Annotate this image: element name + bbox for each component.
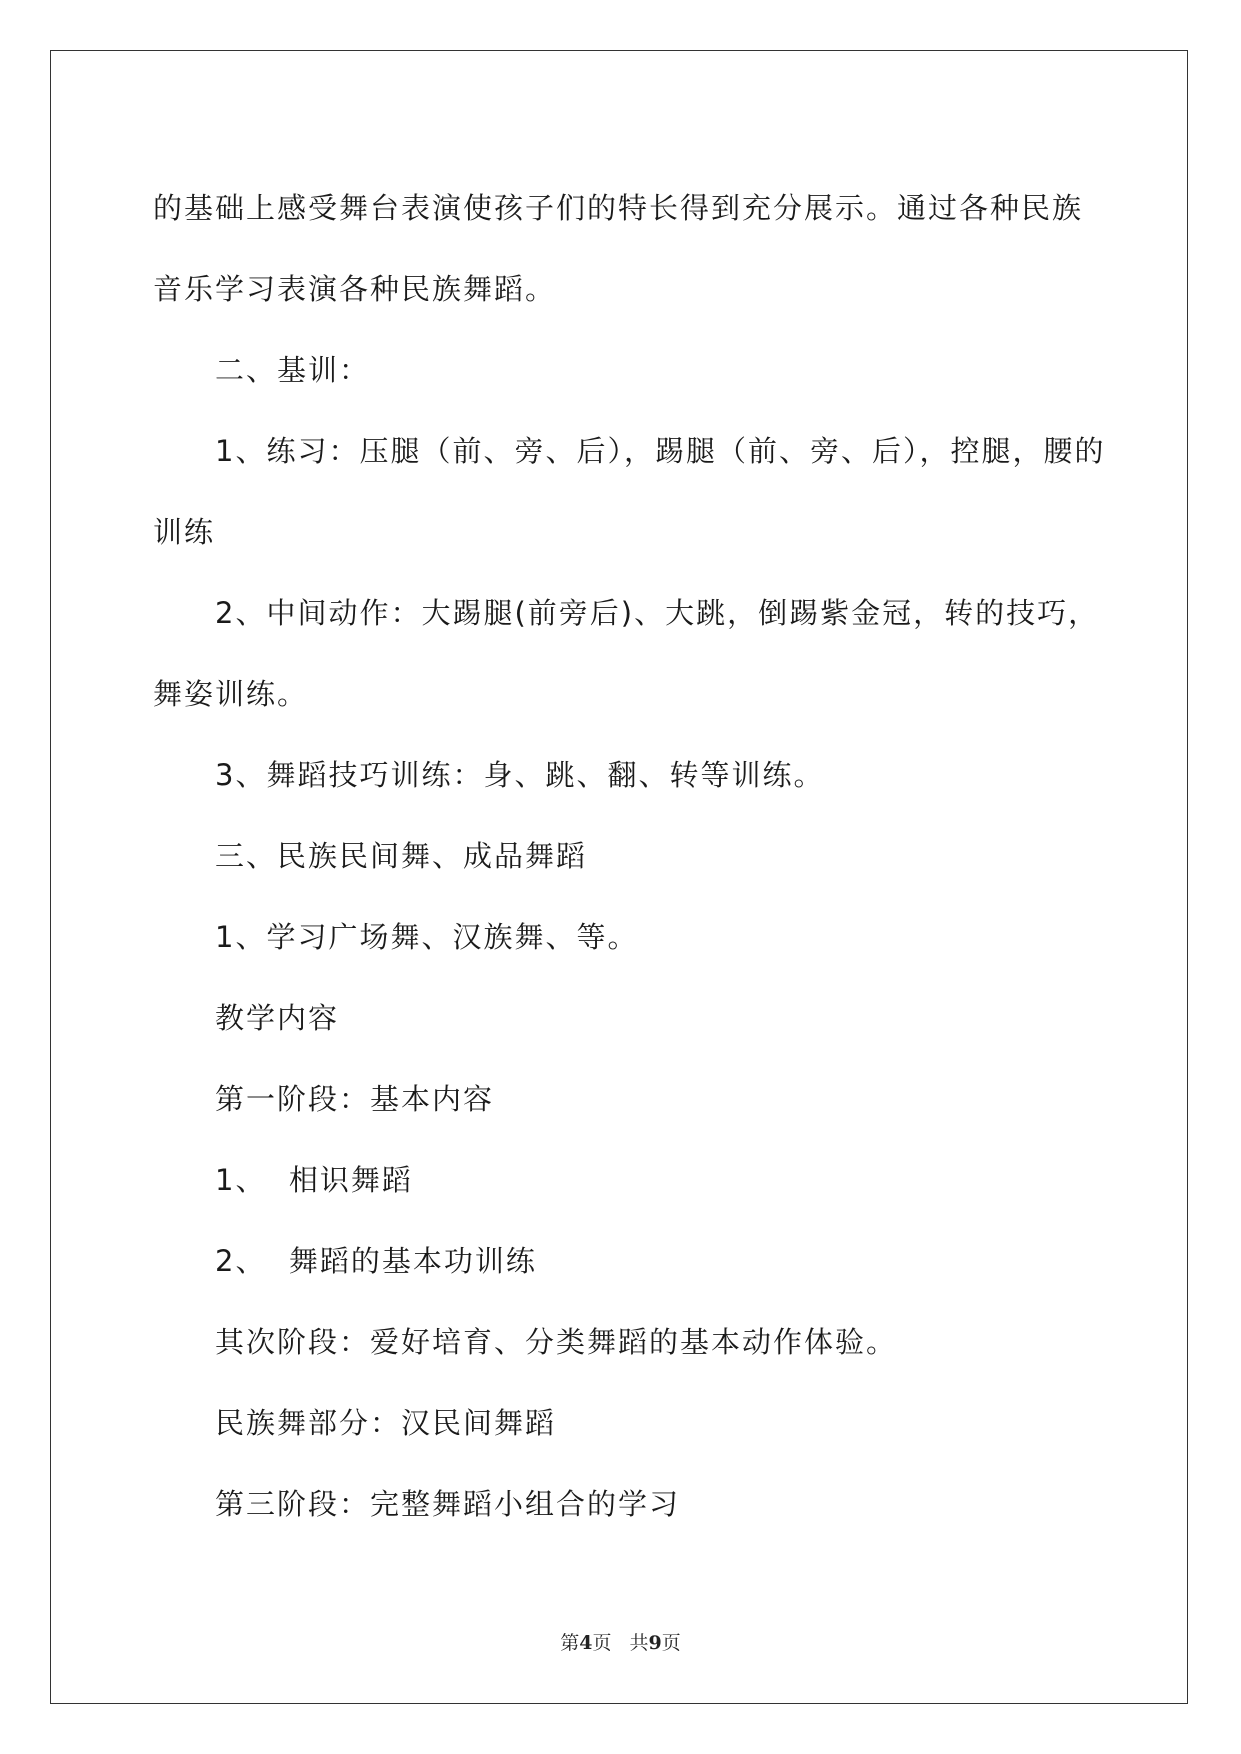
paragraph: 民族舞部分：汉民间舞蹈 xyxy=(215,1406,557,1440)
paragraph: 的基础上感受舞台表演使孩子们的特长得到充分展示。通过各种民族音乐学习表演各种民族舞蹈。 xyxy=(153,191,1084,306)
page-prefix: 第 xyxy=(560,1632,580,1654)
paragraph: 1、学习广场舞、汉族舞、等。 xyxy=(215,920,639,954)
stage-heading: 第一阶段：基本内容 xyxy=(215,1082,495,1116)
page-number-current: 4 xyxy=(579,1632,593,1654)
list-item: 1、 相识舞蹈 xyxy=(215,1163,413,1197)
document-body xyxy=(153,168,1113,1545)
stage-heading: 第三阶段：完整舞蹈小组合的学习 xyxy=(215,1487,681,1521)
list-item: 2、 舞蹈的基本功训练 xyxy=(215,1244,537,1278)
section-heading: 三、民族民间舞、成品舞蹈 xyxy=(215,839,588,873)
page-suffix: 页 xyxy=(592,1632,612,1654)
stage-heading: 其次阶段：爱好培育、分类舞蹈的基本动作体验。 xyxy=(215,1325,898,1359)
paragraph: 3、舞蹈技巧训练：身、跳、翻、转等训练。 xyxy=(215,758,825,792)
section-heading: 二、基训： xyxy=(215,353,371,387)
page-number-total: 9 xyxy=(648,1632,662,1654)
total-prefix: 共 xyxy=(629,1632,649,1654)
page-footer xyxy=(0,1628,1241,1655)
paragraph: 1、练习：压腿（前、旁、后），踢腿（前、旁、后），控腿，腰的训练 xyxy=(153,434,1106,549)
section-heading: 教学内容 xyxy=(215,1001,340,1035)
paragraph: 2、中间动作：大踢腿(前旁后)、大跳，倒踢紫金冠，转的技巧，舞姿训练。 xyxy=(153,596,1100,711)
total-suffix: 页 xyxy=(661,1632,681,1654)
